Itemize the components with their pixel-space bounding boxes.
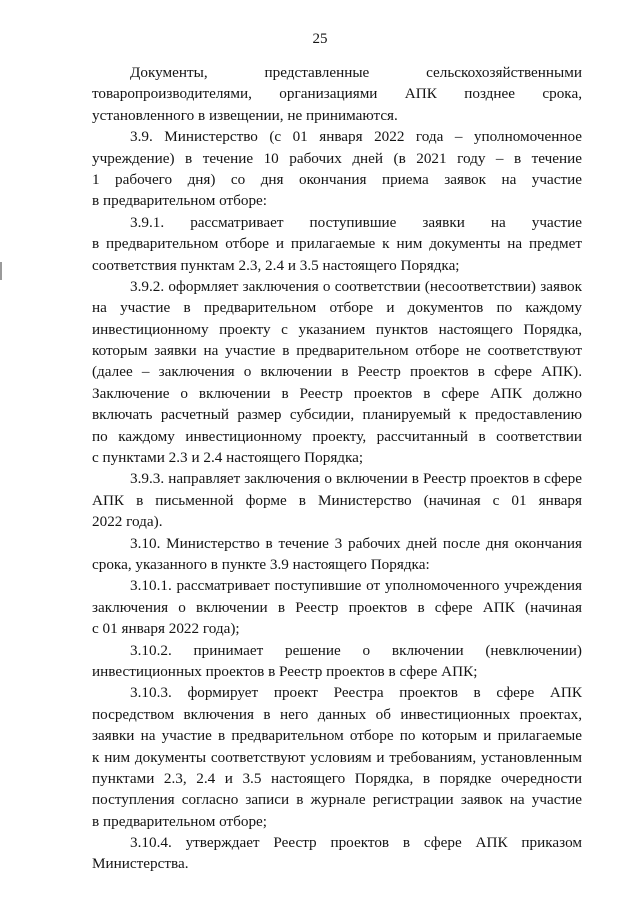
text-line: (далее – заключения о включении в Реестр проектов в сфере АПК). xyxy=(92,363,582,381)
scan-edge-mark xyxy=(0,262,2,280)
text-line: 3.10.2. принимает решение о включении (невключении) xyxy=(130,641,582,659)
text-line: которым заявки на участие в предварительном отборе не соответствуют xyxy=(92,342,582,360)
text-line: учреждение) в течение 10 рабочих дней (в 2021 году – в течение xyxy=(92,149,582,167)
text-line: соответствия пунктам 2.3, 2.4 и 3.5 настоящего Порядка; xyxy=(92,256,460,274)
text-line: товаропроизводителями, организациями АПК позднее срока, xyxy=(92,85,582,103)
text-line: 2022 года). xyxy=(92,513,163,531)
text-line: к ним документы соответствуют условиям и требованиям, установленным xyxy=(92,748,582,766)
text-line: в предварительном отборе; xyxy=(92,812,268,830)
text-line: 3.9. Министерство (с 01 января 2022 года – уполномоченное xyxy=(130,128,582,146)
text-line: по каждому инвестиционному проекту, рассчитанный в соответствии xyxy=(92,427,582,445)
text-line: установленного в извещении, не принимаются. xyxy=(92,106,398,124)
text-line: в предварительном отборе: xyxy=(92,192,268,210)
text-line: 3.9.2. оформляет заключения о соответствии (несоответствии) заявок xyxy=(130,277,582,295)
document-body xyxy=(92,62,582,875)
text-line: АПК в письменной форме в Министерство (начиная с 01 января xyxy=(92,491,582,509)
text-line: на участие в предварительном отборе и документов по каждому xyxy=(92,299,582,317)
text-line: Документы, представленные сельскохозяйственными xyxy=(130,64,582,81)
text-line: посредством включения в него данных об инвестиционных проектах, xyxy=(92,705,582,723)
page-number: 25 xyxy=(312,31,328,47)
text-line: 3.9.1. рассматривает поступившие заявки на участие xyxy=(130,213,582,231)
text-line: 3.10.3. формирует проект Реестра проектов в сфере АПК xyxy=(130,684,582,702)
text-line: пунктами 2.3, 2.4 и 3.5 настоящего Порядка, в порядке очередности xyxy=(92,769,582,787)
text-line: с 01 января 2022 года); xyxy=(92,620,240,638)
text-line: включать расчетный размер субсидии, планируемый к предоставлению xyxy=(92,406,582,424)
text-line: Заключение о включении в Реестр проектов в сфере АПК должно xyxy=(92,384,582,402)
text-line: инвестиционному проекту с указанием пунктов настоящего Порядка, xyxy=(92,320,582,338)
text-line: заключения о включении в Реестр проектов в сфере АПК (начиная xyxy=(92,598,582,616)
text-line: 3.10. Министерство в течение 3 рабочих дней после дня окончания xyxy=(130,534,582,552)
text-line: Министерства. xyxy=(92,855,189,873)
text-line: инвестиционных проектов в Реестр проектов в сфере АПК; xyxy=(92,662,478,680)
text-line: 3.9.3. направляет заключения о включении в Реестр проектов в сфере xyxy=(130,470,582,488)
text-line: 1 рабочего дня) со дня окончания приема заявок на участие xyxy=(92,170,582,188)
text-line: 3.10.4. утверждает Реестр проектов в сфере АПК приказом xyxy=(130,834,582,852)
text-line: поступления согласно записи в журнале регистрации заявок на участие xyxy=(92,791,582,809)
text-line: с пунктами 2.3 и 2.4 настоящего Порядка; xyxy=(92,449,364,467)
text-line: в предварительном отборе и прилагаемые к ним документы на предмет xyxy=(92,235,582,253)
text-line: 3.10.1. рассматривает поступившие от уполномоченного учреждения xyxy=(130,577,582,595)
text-line: срока, указанного в пункте 3.9 настоящего Порядка: xyxy=(92,555,430,573)
text-line: заявки на участие в предварительном отборе по которым и прилагаемые xyxy=(92,727,582,745)
